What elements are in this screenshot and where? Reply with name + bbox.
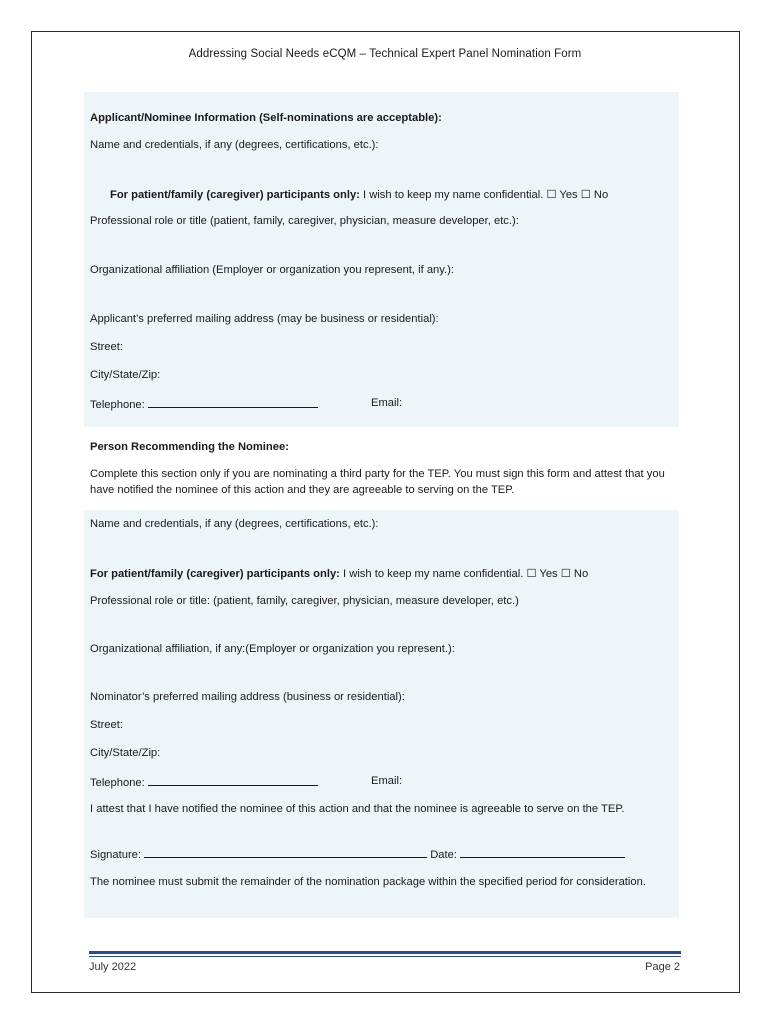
applicant-role-label: Professional role or title (patient, family, caregiver, physician, measure developer, etc.): xyxy=(90,215,519,227)
footer-rule-thick xyxy=(89,951,681,954)
applicant-confidential-bold: For patient/family (caregiver) participants only: xyxy=(110,189,360,201)
applicant-name-label: Name and credentials, if any (degrees, certifications, etc.): xyxy=(90,139,379,151)
signature-field[interactable] xyxy=(90,847,625,861)
applicant-confidential xyxy=(110,188,608,201)
applicant-heading: Applicant/Nominee Information (Self-nominations are acceptable): xyxy=(90,112,442,124)
applicant-city-label: City/State/Zip: xyxy=(90,369,161,381)
date-line[interactable] xyxy=(460,847,625,858)
signature-label: Signature: xyxy=(90,849,141,861)
nominator-address-label: Nominator’s preferred mailing address (business or residential): xyxy=(90,691,405,703)
nominator-email-label[interactable]: Email: xyxy=(371,775,403,787)
nominator-telephone-field[interactable] xyxy=(90,775,318,789)
footer-date: July 2022 xyxy=(89,961,137,973)
nominator-instructions: Complete this section only if you are nominating a third party for the TEP. You must sign this form and attest that you have notified the nominee of this action and they are agreeable to serving on the TEP. xyxy=(90,468,665,496)
nominator-role-label: Professional role or title: (patient, family, caregiver, physician, measure developer, etc.) xyxy=(90,595,519,607)
nominator-confidential xyxy=(90,567,588,580)
footer-page-number: Page 2 xyxy=(645,961,680,973)
nominator-org-label: Organizational affiliation, if any:(Employer or organization you represent.): xyxy=(90,643,455,655)
nominator-confidential-bold: For patient/family (caregiver) participants only: xyxy=(90,568,340,580)
footer-rule-thin xyxy=(89,956,681,957)
nominator-telephone-line[interactable] xyxy=(148,775,318,786)
form-title: Addressing Social Needs eCQM – Technical Expert Panel Nomination Form xyxy=(188,48,582,60)
applicant-confidential-text[interactable]: I wish to keep my name confidential. ☐ Yes ☐ No xyxy=(359,189,609,201)
applicant-street-label: Street: xyxy=(90,341,123,353)
nominator-name-label: Name and credentials, if any (degrees, certifications, etc.): xyxy=(90,518,379,530)
applicant-telephone-field[interactable] xyxy=(90,397,318,411)
applicant-email-label[interactable]: Email: xyxy=(371,397,403,409)
applicant-org-label: Organizational affiliation (Employer or organization you represent, if any.): xyxy=(90,264,454,276)
nominator-heading: Person Recommending the Nominee: xyxy=(90,441,289,453)
nominator-telephone-label: Telephone: xyxy=(90,777,145,789)
closing-statement: The nominee must submit the remainder of the nomination package within the specified period for consideration. xyxy=(90,876,646,888)
signature-line[interactable] xyxy=(144,847,427,858)
nominator-confidential-text[interactable]: I wish to keep my name confidential. ☐ Yes ☐ No xyxy=(339,568,589,580)
applicant-address-label: Applicant’s preferred mailing address (may be business or residential): xyxy=(90,313,439,325)
date-label: Date: xyxy=(430,849,457,861)
nominator-street-label: Street: xyxy=(90,719,123,731)
applicant-telephone-line[interactable] xyxy=(148,397,318,408)
applicant-telephone-label: Telephone: xyxy=(90,399,145,411)
attest-statement: I attest that I have notified the nominee of this action and that the nominee is agreeable to serve on the TEP. xyxy=(90,803,625,815)
nominator-city-label: City/State/Zip: xyxy=(90,747,161,759)
